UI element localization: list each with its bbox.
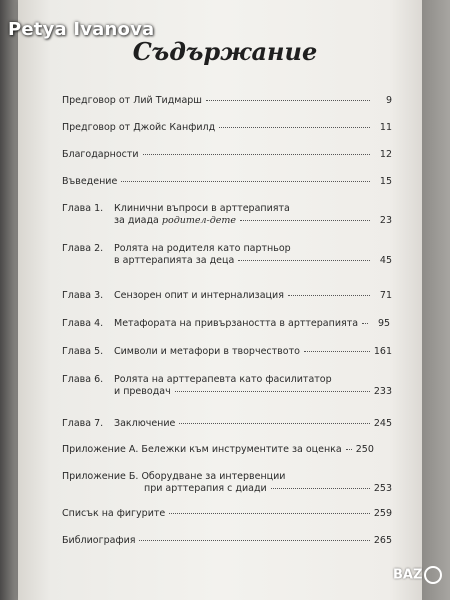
toc-entry	[62, 508, 392, 520]
toc-title-line2: при арттерапия с диади	[144, 483, 267, 494]
leader-dots	[139, 540, 369, 541]
toc-page: 95	[378, 318, 391, 329]
toc-title-line2: и преводач	[114, 386, 171, 397]
toc-entry	[62, 374, 392, 398]
toc-title: Списък на фигурите	[62, 508, 166, 519]
toc-title: Символи и метафори в творчеството	[114, 346, 300, 357]
toc-entry	[62, 203, 392, 227]
leader-dots	[169, 513, 370, 514]
chapter-number: Глава 3.	[62, 290, 104, 301]
logo-circle-icon	[424, 566, 442, 584]
toc-entry	[62, 290, 392, 302]
toc-page: 161	[373, 346, 392, 357]
chapter-number: Глава 5.	[62, 346, 104, 357]
toc-title: Сензорен опит и интернализация	[114, 290, 284, 301]
leader-dots	[206, 100, 370, 101]
toc-entry	[62, 471, 392, 495]
toc-title: Приложение А. Бележки към инструментите за оценка	[62, 444, 342, 455]
toc-entry	[62, 346, 392, 358]
toc-title: Предговор от Лий Тидмарш	[62, 95, 202, 106]
toc-page: 71	[379, 290, 392, 301]
toc-page: 15	[379, 176, 392, 187]
toc-entry	[62, 318, 392, 330]
toc-title: Въведение	[62, 176, 118, 187]
toc-title: Приложение Б. Оборудване за интервенции	[62, 471, 286, 482]
toc-page: 245	[373, 418, 392, 429]
leader-dots	[143, 154, 370, 155]
page-title: Съдържание	[132, 37, 318, 66]
toc-page: 45	[379, 255, 392, 266]
toc-entry	[62, 444, 392, 456]
toc-entry	[62, 122, 392, 134]
toc-page: 11	[379, 122, 392, 133]
toc-title: Ролята на родителя като партньор	[114, 243, 291, 254]
toc-entry	[62, 418, 392, 430]
leader-dots	[175, 391, 370, 392]
toc-title: Ролята на арттерапевта като фасилитатор	[114, 374, 332, 385]
leader-dots	[121, 181, 370, 182]
leader-dots	[238, 260, 370, 261]
toc-page: 23	[379, 215, 392, 226]
leader-dots	[304, 351, 370, 352]
toc-title: Библиография	[62, 535, 136, 546]
bazar-logo: BAZ	[393, 566, 442, 584]
toc-entry	[62, 95, 392, 107]
toc-title: Метафората на привързаността в арттерапията	[114, 318, 359, 329]
chapter-number: Глава 1.	[62, 203, 104, 214]
toc-entry	[62, 176, 392, 188]
seller-watermark: Petya Ivanova	[8, 19, 155, 40]
toc-page: 233	[373, 386, 392, 397]
toc-page: 12	[379, 149, 392, 160]
chapter-number: Глава 2.	[62, 243, 104, 254]
leader-dots	[271, 488, 370, 489]
toc-title: Клинични въпроси в арттерапията	[114, 203, 290, 214]
toc-title: Заключение	[114, 418, 176, 429]
toc-title-line2: за диада родител-дете	[114, 215, 236, 226]
toc-page: 9	[385, 95, 392, 106]
leader-dots	[346, 449, 352, 450]
toc-entry	[62, 535, 392, 547]
leader-dots	[362, 323, 368, 324]
toc-page: 253	[373, 483, 392, 494]
toc-entry	[62, 149, 392, 161]
leader-dots	[288, 295, 370, 296]
chapter-number: Глава 7.	[62, 418, 104, 429]
toc-title: Предговор от Джойс Канфилд	[62, 122, 216, 133]
toc-page: 259	[373, 508, 392, 519]
leader-dots	[179, 423, 369, 424]
toc-title-line2: в арттерапията за деца	[114, 255, 235, 266]
toc-page: 250	[355, 444, 374, 455]
toc-page: 265	[373, 535, 392, 546]
toc-entry	[62, 243, 392, 267]
chapter-number: Глава 6.	[62, 374, 104, 385]
leader-dots	[219, 127, 370, 128]
toc-title: Благодарности	[62, 149, 139, 160]
chapter-number: Глава 4.	[62, 318, 104, 329]
leader-dots	[240, 220, 370, 221]
